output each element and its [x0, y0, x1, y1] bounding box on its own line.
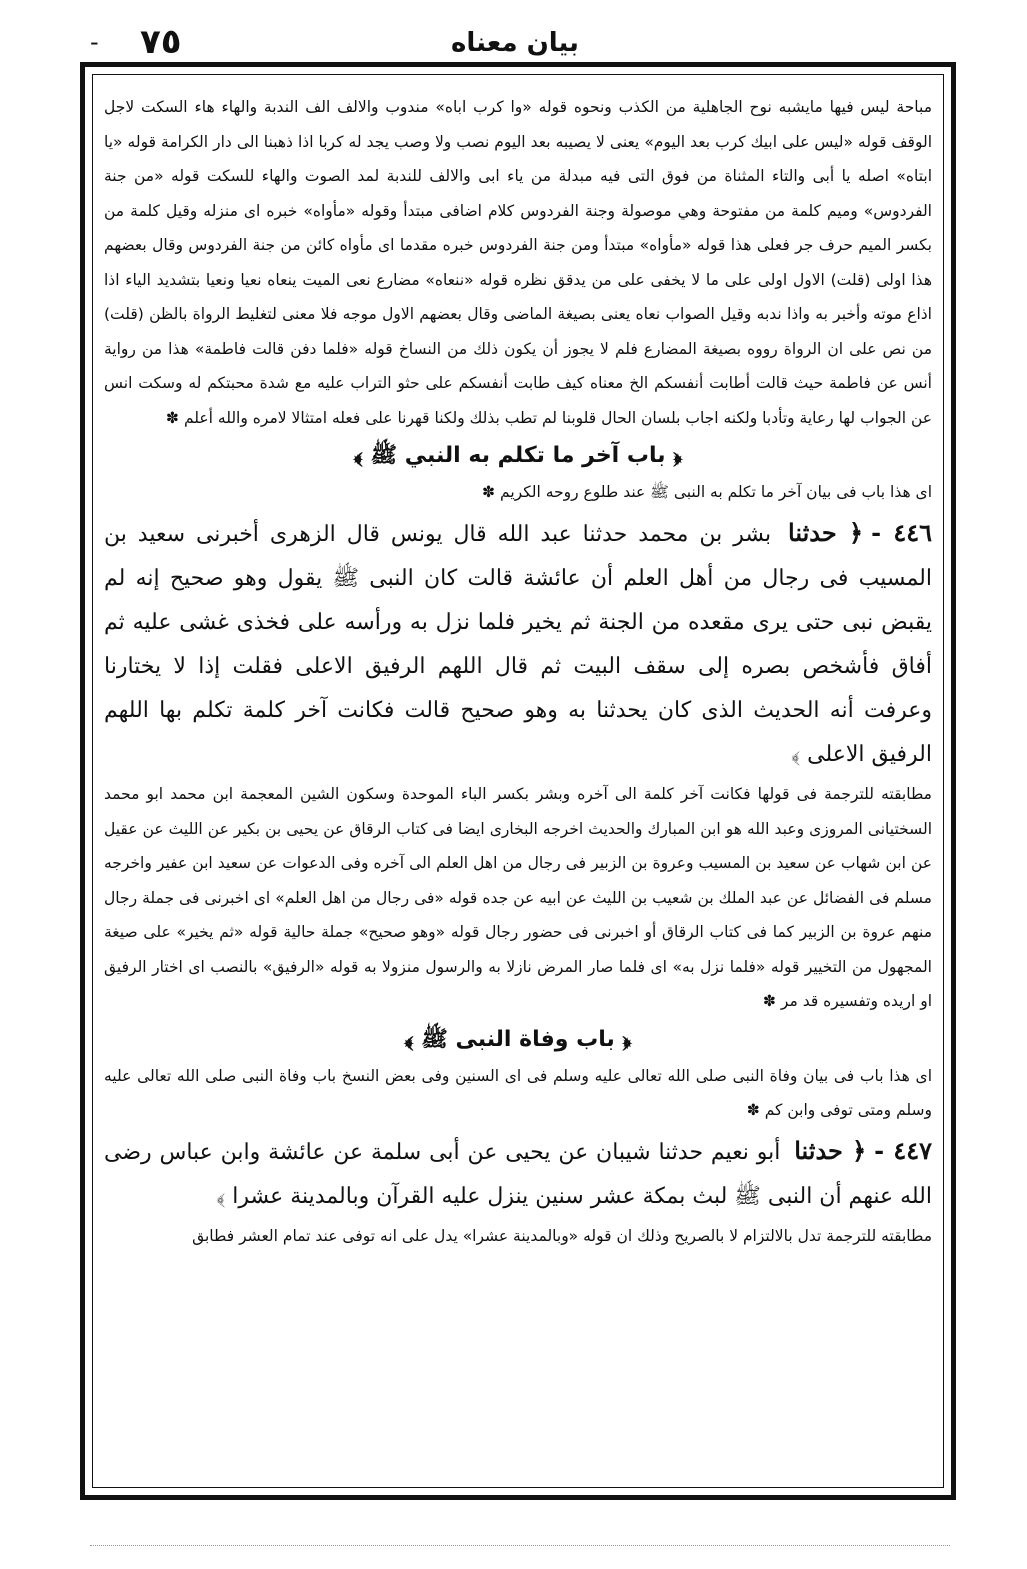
footer-rule [90, 1545, 950, 1546]
hadith-447 [104, 1129, 932, 1219]
running-title: بيان معناه [451, 28, 579, 58]
hadith-opener: ﴿ حدثنا [794, 1135, 867, 1165]
page-content [104, 90, 932, 1253]
hadith-446 [104, 511, 932, 777]
commentary-block-3: مطابقته للترجمة تدل بالالتزام لا بالصريح وذلك ان قوله «وبالمدينة عشرا» يدل على انه توفى عند تمام العشر فطابق [192, 1226, 932, 1245]
chapter-description-1: اى هذا باب فى بيان آخر ما تكلم به النبى ﷺ عند طلوع روحه الكريم ✽ [482, 483, 932, 501]
commentary-block-2: مطابقته للترجمة فى قولها فكانت آخر كلمة الى آخره وبشر بكسر الباء الموحدة وسكون الشين المعجمة ابن محمد ابو محمد السختيانى المروزى وعبد الله هو ابن المبارك والحديث اخرجه البخارى ايضا فى كتاب الرقاق عن يحيى بن بكير عن الليث عن عقيل عن ابن شهاب عن سعيد بن المسيب وعروة بن الزبير فى رجال من اهل العلم الى آخره وفى الدعوات عن سعيد ابن عفير واخرجه مسلم فى الفضائل عن عبد الملك بن شعيب بن الليث عن ابيه عن جده قوله «فى رجال من اهل العلم» اى اخبرنى فى جملة رجال منهم عروة بن الزبير كما فى كتاب الرقاق أو اخبرنى فى حضور رجال قوله «وهو صحيح» جملة حالية قوله «ثم يخير» على صيغة المجهول من التخيير قوله «فلما نزل به» اى فلما صار المرض نازلا به والرسول منزولا به قوله «الرفيق» بالنصب اى اختار الرفيق او اريده وتفسيره قد مر ✽ [104, 785, 932, 1010]
hadith-text: أبو نعيم حدثنا شيبان عن يحيى عن أبى سلمة عن عائشة وابن عباس رضى الله عنهم أن النبى ﷺ لبث بمكة عشر سنين ينزل عليه القرآن وبالمدينة عشرا ﴾ [104, 1139, 932, 1209]
chapter-heading-2: ﴿ باب وفاة النبى ﷺ ﴾ [404, 1026, 632, 1052]
page-number: ٧٥ [140, 22, 182, 62]
page-dash: - [90, 28, 99, 56]
hadith-text: بشر بن محمد حدثنا عبد الله قال يونس قال الزهرى أخبرنى سعيد بن المسيب فى رجال من أهل العلم أن عائشة قالت كان النبى ﷺ يقول وهو صحيح إنه لم يقبض نبى حتى يرى مقعده من الجنة ثم يخير فلما نزل به ورأسه على فخذى غشى عليه ثم أفاق فأشخص بصره إلى سقف البيت ثم قال اللهم الرفيق الاعلى فقلت إذا لا يختارنا وعرفت أنه الحديث الذى كان يحدثنا به وهو صحيح قالت فكانت آخر كلمة تكلم بها اللهم الرفيق الاعلى ﴾ [104, 522, 932, 767]
hadith-opener: ﴿ حدثنا [788, 518, 864, 547]
commentary-block-1: مباحة ليس فيها مايشبه نوح الجاهلية من الكذب ونحوه قوله «وا كرب اباه» مندوب والالف الف الندبة والهاء هاء السكت لاجل الوقف قوله «ليس على ابيك كرب بعد اليوم» يعنى لا يصيبه بعد اليوم نصب ولا وصب يجد له كربا اذا ذهبنا الى دار الكرامة قوله «يا ابتاه» اصله يا أبى والتاء المثناة من فوق التى فيه مبدلة من ياء ابى والالف للندبة لمد الصوت والهاء للسكت قوله «من جنة الفردوس» وميم كلمة من مفتوحة وهي موصولة وجنة الفردوس كلام اضافى مبتدأ وقوله «مأواه» خبره اى منزله وقيل كلمة من بكسر الميم حرف جر فعلى هذا قوله «مأواه» مبتدأ ومن جنة الفردوس خبره مقدما اى مأواه كائن من جنة الفردوس وقال بعضهم هذا اولى (قلت) الاول اولى على ما لا يخفى على من يدقق نظره قوله «ننعاه» مضارع نعى الميت ينعاه نعيا ونعيا بتشديد الياء اذا اذاع موته وأخبر به واذا ندبه وقيل الصواب نعاه يعنى بصيغة الماضى وقال بعضهم الاول موجه فلا معنى لتغليط الرواة بالظن (قلت) من نص على ان الرواة رووه بصيغة المضارع فلم لا يجوز أن يكون ذلك من النساخ قوله «فلما دفن قالت فاطمة» هذا من رواية أنس عن فاطمة حيث قالت أطابت أنفسكم الخ معناه كيف طابت أنفسكم على حثو التراب عليه مع شدة محبتكم له وسكت انس عن الجواب لها رعاية وتأدبا ولكنه اجاب بلسان الحال قلوبنا لم تطب بذلك ولكنا قهرنا على فعله امتثالا لامره والله أعلم ✽ [104, 98, 932, 427]
chapter-heading-1: ﴿ باب آخر ما تكلم به النبي ﷺ ﴾ [353, 443, 683, 468]
hadith-number: ٤٤٧ - [874, 1135, 932, 1165]
page-header [80, 22, 950, 66]
chapter-description-2: اى هذا باب فى بيان وفاة النبى صلى الله تعالى عليه وسلم فى اى السنين وفى بعض النسخ باب وفاة النبى صلى الله تعالى عليه وسلم ومتى توفى وابن كم ✽ [104, 1066, 932, 1119]
hadith-number: ٤٤٦ - [871, 518, 932, 547]
